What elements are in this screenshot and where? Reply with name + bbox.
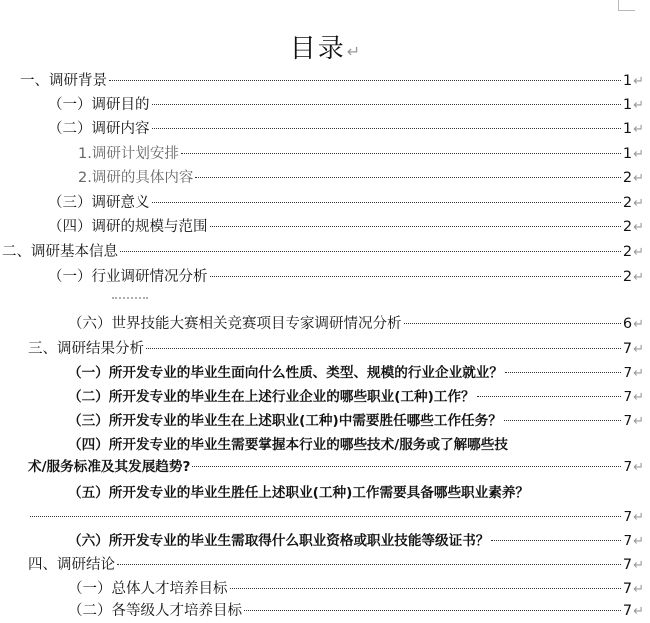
toc-entry-page: 2 (622, 170, 633, 186)
paragraph-mark-icon: ↵ (633, 122, 644, 137)
toc-entry-wrapped-line[interactable] (0, 482, 650, 505)
toc-entry-wrapped-line[interactable] (0, 434, 650, 457)
dot-leader (230, 588, 621, 589)
toc-entry-page: 2 (622, 219, 633, 235)
paragraph-mark-icon: ↵ (633, 460, 644, 475)
paragraph-mark-icon: ↵ (633, 98, 644, 113)
toc-entry-label: 术/服务标准及其发展趋势? (28, 459, 191, 475)
dot-leader (109, 80, 621, 81)
paragraph-mark-icon: ↵ (633, 342, 644, 357)
dot-leader (491, 540, 621, 541)
paragraph-mark-icon: ↵ (633, 604, 644, 619)
toc-entry-level2[interactable] (0, 578, 644, 601)
toc-entry-level2[interactable] (0, 216, 644, 239)
toc-entry-label: （二）各等级人才培养目标 (68, 603, 242, 619)
dot-leader (505, 372, 621, 373)
paragraph-mark-icon: ↵ (633, 147, 644, 162)
toc-entry-label: 四、调研结论 (28, 557, 115, 573)
toc-entry-page: 2 (622, 195, 633, 211)
toc-entry-page: 7 (623, 365, 633, 381)
dot-leader (477, 396, 622, 397)
toc-entry-level2[interactable] (0, 266, 644, 289)
toc-entry-label: （一）行业调研情况分析 (48, 269, 208, 285)
toc-entry-level3[interactable] (0, 143, 644, 166)
paragraph-mark-icon: ↵ (633, 414, 644, 429)
paragraph-mark-icon: ↵ (633, 220, 644, 235)
dot-leader (152, 104, 621, 105)
toc-entry-label: （六）所开发专业的毕业生需取得什么职业资格或职业技能等级证书？ (68, 533, 490, 549)
toc-entry-label: （一）总体人才培养目标 (68, 581, 228, 597)
cropped-line-fragment (112, 297, 148, 305)
toc-entry-level3[interactable] (0, 167, 644, 190)
toc-entry-label: 1.调研计划安排 (78, 146, 179, 162)
paragraph-mark-icon: ↵ (633, 390, 644, 405)
toc-entry-level2[interactable] (0, 192, 644, 215)
dot-leader (210, 276, 621, 277)
paragraph-mark-icon: ↵ (633, 510, 644, 525)
toc-entry-page: 1 (622, 97, 633, 113)
toc-entry-page: 7 (623, 459, 633, 475)
toc-entry-page: 7 (623, 533, 633, 549)
toc-entry-level2[interactable] (0, 410, 644, 433)
dot-leader (30, 516, 621, 517)
paragraph-mark-icon: ↵ (633, 74, 644, 89)
paragraph-mark-icon: ↵ (633, 317, 644, 332)
toc-entry-page: 7 (622, 603, 633, 619)
toc-entry-level1[interactable] (0, 241, 644, 264)
toc-entry-label: （二）所开发专业的毕业生在上述行业企业的哪些职业(工种)工作？ (68, 389, 475, 405)
dot-leader (181, 153, 621, 154)
dot-leader (404, 323, 621, 324)
toc-entry-page: 7 (623, 413, 633, 429)
toc-entry-label: （三）调研意义 (48, 195, 150, 211)
toc-entry-page: 7 (623, 389, 633, 405)
toc-entry-level2[interactable] (0, 530, 644, 553)
toc-entry-label: （二）调研内容 (48, 121, 150, 137)
dot-leader (117, 564, 621, 565)
dot-leader (192, 466, 621, 467)
toc-title-text: 目录 (289, 34, 346, 64)
toc-entry-level1[interactable] (0, 338, 644, 361)
toc-entry-label: （一）所开发专业的毕业生面向什么性质、类型、规模的行业企业就业？ (68, 365, 503, 381)
toc-entry-page: 7 (623, 509, 633, 525)
dot-leader (120, 251, 621, 252)
toc-entry-level2[interactable] (0, 313, 644, 336)
toc-entry-label: 一、调研背景 (20, 73, 107, 89)
dot-leader (146, 348, 621, 349)
toc-entry-label: （六）世界技能大赛相关竞赛项目专家调研情况分析 (68, 316, 402, 332)
toc-entry-level2[interactable] (0, 94, 644, 117)
toc-entry-page: 1 (622, 73, 633, 89)
toc-entry-page: 2 (622, 244, 633, 260)
paragraph-mark-icon: ↵ (633, 534, 644, 549)
toc-entry-label-line1: （四）所开发专业的毕业生需要掌握本行业的哪些技术/服务或了解哪些技 (68, 437, 508, 453)
toc-entry-level2[interactable] (0, 362, 644, 385)
dot-leader (244, 610, 621, 611)
toc-entry-label: （一）调研目的 (48, 97, 150, 113)
paragraph-mark-icon: ↵ (346, 42, 361, 61)
toc-entry-level1[interactable] (0, 554, 644, 577)
page-corner-mark (618, 0, 635, 11)
toc-entry-level2[interactable] (0, 386, 644, 409)
toc-entry-page: 1 (622, 121, 633, 137)
toc-entry-label-line1: （五）所开发专业的毕业生胜任上述职业(工种)工作需要具备哪些职业素养？ (68, 485, 530, 501)
toc-entry-page: 7 (622, 341, 633, 357)
toc-entry-label: 2.调研的具体内容 (78, 170, 194, 186)
toc-entry-page: 7 (622, 581, 633, 597)
toc-entry-label: 二、调研基本信息 (2, 244, 118, 260)
toc-entry-level2[interactable] (0, 456, 644, 479)
dot-leader (195, 177, 621, 178)
toc-entry-level2[interactable] (0, 118, 644, 141)
paragraph-mark-icon: ↵ (633, 558, 644, 573)
toc-entry-page: 2 (622, 269, 633, 285)
dot-leader (504, 420, 622, 421)
toc-entry-level2[interactable] (0, 506, 644, 529)
toc-title (0, 28, 650, 65)
toc-entry-page: 7 (622, 557, 633, 573)
dot-leader (210, 226, 621, 227)
paragraph-mark-icon: ↵ (633, 245, 644, 260)
dot-leader (152, 202, 621, 203)
toc-entry-label: （四）调研的规模与范围 (48, 219, 208, 235)
toc-entry-level1[interactable] (0, 70, 644, 93)
paragraph-mark-icon: ↵ (633, 196, 644, 211)
dot-leader (152, 128, 621, 129)
paragraph-mark-icon: ↵ (633, 366, 644, 381)
toc-entry-label: 三、调研结果分析 (28, 341, 144, 357)
toc-entry-page: 1 (622, 146, 633, 162)
paragraph-mark-icon: ↵ (633, 582, 644, 597)
toc-entry-page: 6 (622, 316, 633, 332)
paragraph-mark-icon: ↵ (633, 270, 644, 285)
toc-entry-label: （三）所开发专业的毕业生在上述职业(工种)中需要胜任哪些工作任务？ (68, 413, 502, 429)
toc-entry-level2[interactable] (0, 600, 644, 623)
paragraph-mark-icon: ↵ (633, 171, 644, 186)
